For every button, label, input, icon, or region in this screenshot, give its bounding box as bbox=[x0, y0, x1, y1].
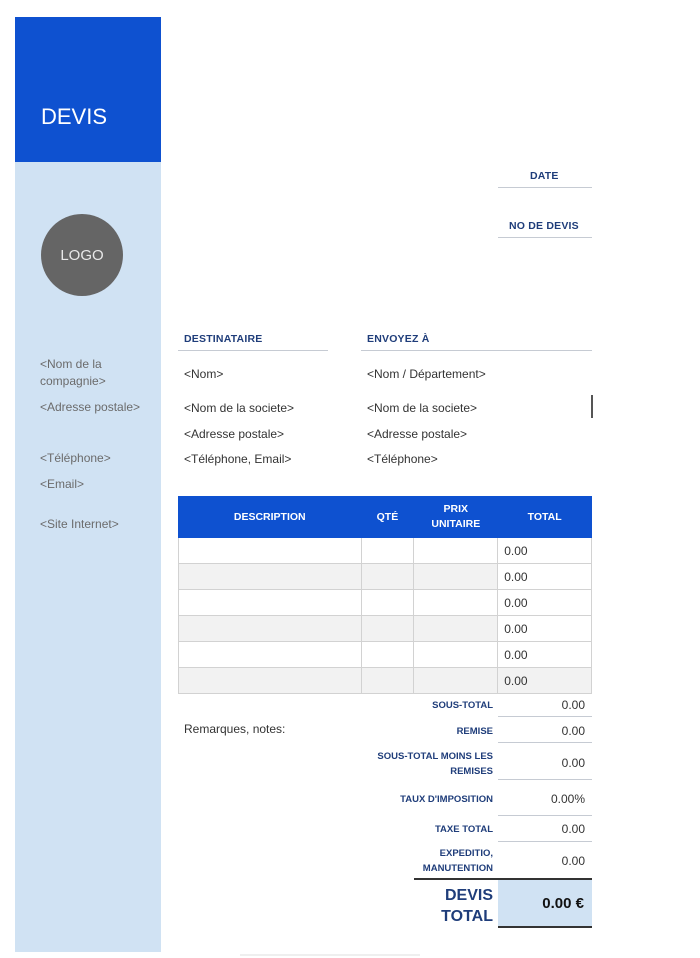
qty-cell[interactable] bbox=[361, 564, 414, 590]
recipient-contact-field[interactable]: <Téléphone, Email> bbox=[184, 452, 292, 466]
table-row bbox=[179, 616, 592, 642]
shipping-value[interactable]: 0.00 bbox=[561, 854, 585, 868]
line-total-cell: 0.00 bbox=[498, 564, 592, 590]
sidebar bbox=[15, 17, 161, 952]
company-email-field[interactable]: <Email> bbox=[40, 477, 85, 491]
line-total-cell: 0.00 bbox=[498, 616, 592, 642]
company-phone-field[interactable]: <Téléphone> bbox=[40, 451, 111, 465]
ship-to-name-field[interactable]: <Nom / Département> bbox=[367, 367, 486, 381]
company-website-field[interactable]: <Site Internet> bbox=[40, 517, 119, 531]
tax-rate-label: TAUX D'IMPOSITION bbox=[400, 794, 493, 805]
line-total-cell: 0.00 bbox=[498, 590, 592, 616]
unit-price-header-line1: PRIX bbox=[443, 503, 469, 515]
recipient-company-field[interactable]: <Nom de la societe> bbox=[184, 401, 295, 415]
table-row bbox=[179, 668, 592, 694]
notes-label[interactable]: Remarques, notes: bbox=[184, 722, 286, 736]
logo-label: LOGO bbox=[60, 246, 104, 264]
shipping-label bbox=[423, 846, 493, 876]
summary-divider bbox=[498, 841, 592, 842]
summary-divider bbox=[498, 742, 592, 743]
column-header-qty: QTÉ bbox=[361, 497, 414, 538]
summary-divider bbox=[498, 779, 592, 780]
recipient-title: DESTINATAIRE bbox=[184, 333, 263, 345]
unit-price-cell[interactable] bbox=[414, 616, 498, 642]
description-cell[interactable] bbox=[179, 564, 362, 590]
text-cursor bbox=[591, 395, 593, 418]
sidebar-header bbox=[15, 17, 161, 162]
subtotal-less-discount-line2: REMISES bbox=[450, 766, 493, 777]
company-name-field[interactable]: <Nom de la compagnie> bbox=[40, 357, 106, 388]
column-header-unit-price bbox=[414, 497, 498, 538]
table-row bbox=[179, 642, 592, 668]
grand-total-label bbox=[441, 885, 493, 927]
date-field-line[interactable] bbox=[498, 187, 592, 188]
description-cell[interactable] bbox=[179, 616, 362, 642]
company-address-field[interactable]: <Adresse postale> bbox=[40, 400, 141, 414]
ship-to-address-field[interactable]: <Adresse postale> bbox=[367, 427, 468, 441]
subtotal-label: SOUS-TOTAL bbox=[432, 700, 493, 711]
unit-price-cell[interactable] bbox=[414, 564, 498, 590]
unit-price-cell[interactable] bbox=[414, 590, 498, 616]
description-cell[interactable] bbox=[179, 668, 362, 694]
subtotal-value: 0.00 bbox=[561, 698, 585, 712]
description-cell[interactable] bbox=[179, 590, 362, 616]
summary-divider bbox=[498, 815, 592, 816]
ship-to-divider bbox=[361, 350, 592, 351]
shipping-label-line2: MANUTENTION bbox=[422, 863, 493, 874]
table-row bbox=[179, 564, 592, 590]
ship-to-phone-field[interactable]: <Téléphone> bbox=[367, 452, 438, 466]
grand-total-label-line2: TOTAL bbox=[441, 908, 493, 925]
qty-cell[interactable] bbox=[361, 642, 414, 668]
recipient-address-field[interactable]: <Adresse postale> bbox=[184, 427, 285, 441]
line-total-cell: 0.00 bbox=[498, 668, 592, 694]
tax-total-label: TAXE TOTAL bbox=[434, 824, 493, 835]
logo-placeholder[interactable] bbox=[41, 214, 123, 296]
table-row bbox=[179, 538, 592, 564]
discount-label: REMISE bbox=[456, 726, 493, 737]
shipping-label-line1: EXPEDITIO, bbox=[439, 848, 493, 859]
document-title: DEVIS bbox=[41, 104, 108, 129]
tax-rate-value[interactable]: 0.00% bbox=[550, 792, 585, 806]
tax-total-value: 0.00 bbox=[561, 822, 585, 836]
table-header-row bbox=[179, 497, 592, 538]
quote-number-field-line[interactable] bbox=[498, 237, 592, 238]
column-header-total: TOTAL bbox=[498, 497, 592, 538]
grand-total-label-line1: DEVIS bbox=[444, 887, 493, 904]
summary-divider bbox=[498, 716, 592, 717]
subtotal-less-discount-value: 0.00 bbox=[561, 756, 585, 770]
grand-total-box bbox=[498, 880, 592, 926]
description-cell[interactable] bbox=[179, 642, 362, 668]
items-table bbox=[178, 496, 592, 694]
table-row bbox=[179, 590, 592, 616]
ship-to-company-field[interactable]: <Nom de la societe> bbox=[367, 401, 478, 415]
description-cell[interactable] bbox=[179, 538, 362, 564]
grand-total-underline bbox=[498, 926, 592, 928]
qty-cell[interactable] bbox=[361, 538, 414, 564]
recipient-name-field[interactable]: <Nom> bbox=[184, 367, 224, 381]
qty-cell[interactable] bbox=[361, 616, 414, 642]
recipient-divider bbox=[178, 350, 328, 351]
qty-cell[interactable] bbox=[361, 590, 414, 616]
grand-total-value: 0.00 € bbox=[542, 895, 584, 912]
quote-number-label: NO DE DEVIS bbox=[509, 220, 579, 232]
discount-value[interactable]: 0.00 bbox=[561, 724, 585, 738]
subtotal-less-discount-label bbox=[377, 749, 493, 779]
subtotal-less-discount-line1: SOUS-TOTAL MOINS LES bbox=[377, 751, 493, 762]
unit-price-cell[interactable] bbox=[414, 668, 498, 694]
footer-divider bbox=[240, 954, 420, 956]
line-total-cell: 0.00 bbox=[498, 642, 592, 668]
unit-price-cell[interactable] bbox=[414, 538, 498, 564]
qty-cell[interactable] bbox=[361, 668, 414, 694]
column-header-description: DESCRIPTION bbox=[179, 497, 362, 538]
ship-to-title: ENVOYEZ À bbox=[367, 333, 430, 345]
unit-price-cell[interactable] bbox=[414, 642, 498, 668]
line-total-cell: 0.00 bbox=[498, 538, 592, 564]
date-label: DATE bbox=[530, 170, 559, 182]
unit-price-header-line2: UNITAIRE bbox=[431, 518, 481, 530]
